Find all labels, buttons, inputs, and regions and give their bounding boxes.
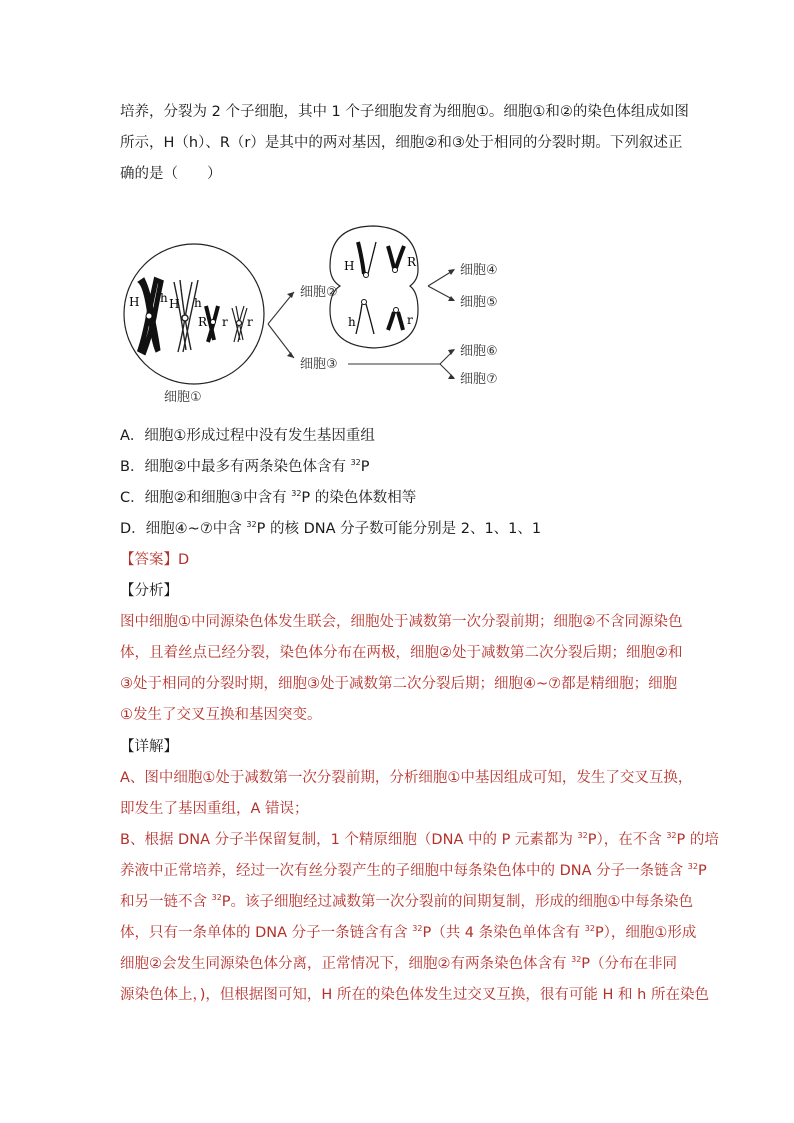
detail-label: 【详解】: [120, 739, 178, 755]
cell-6-label: 细胞⑥: [460, 344, 498, 359]
detail-a-line-1: A、图中细胞①处于减数第一次分裂前期，分析细胞①中基因组成可知，发生了交叉互换，: [120, 770, 693, 786]
gene-label-h-2: h: [194, 296, 202, 310]
analysis-line-2: 体，且着丝点已经分裂，染色体分布在两极，细胞②处于减数第二次分裂后期；细胞②和: [120, 645, 683, 661]
stem-line-2: 所示，H（h）、R（r）是其中的两对基因，细胞②和③处于相同的分裂时期。下列叙述正: [120, 135, 683, 151]
answer-label: 【答案】: [120, 552, 178, 568]
chromosome-pair-r: [232, 306, 247, 342]
gene-label-h-1: h: [160, 291, 168, 305]
detail-b-line-3: 和另一链不含 $^{32}$P。该子细胞经过减数第一次分裂前的间期复制，形成的细胞①中每条染色: [120, 893, 694, 910]
branch-arrows-cell3: [348, 350, 454, 378]
cell-5-label: 细胞⑤: [460, 295, 498, 310]
analysis-label: 【分析】: [120, 583, 178, 599]
branch-arrows-cell2: [428, 270, 454, 300]
answer-value: D: [178, 552, 190, 568]
cell-division-diagram: [118, 218, 518, 413]
cell-2-outline: [330, 226, 418, 348]
cell-2-bottom-chromosomes: [356, 300, 403, 335]
cell-2-label: 细胞②: [300, 285, 338, 300]
chromosome-pair-h: [174, 280, 198, 352]
gene-label-r-1: r: [222, 315, 228, 329]
analysis-line-1: 图中细胞①中同源染色体发生联会，细胞处于减数第一次分裂前期；细胞②不含同源染色: [120, 614, 683, 630]
cell-3-label: 细胞③: [300, 357, 338, 372]
detail-b-line-1: B、根据 DNA 分子半保留复制，1 个精原细胞（DNA 中的 P 元素都为 $^{32}$P），在不含 $^{32}$P 的培: [120, 831, 719, 848]
cell-2-gene-R: R: [407, 255, 417, 269]
cell-2-gene-r: r: [407, 313, 413, 327]
option-a: A．细胞①形成过程中没有发生基因重组: [120, 428, 375, 444]
chromosome-pair-H: [138, 278, 161, 352]
analysis-line-4: ①发生了交叉互换和基因突变。: [120, 707, 322, 723]
gene-label-R: R: [198, 315, 208, 329]
gene-label-r-2: r: [247, 315, 253, 329]
option-d: D．细胞④~⑦中含 $^{32}$P 的核 DNA 分子数可能分别是 2、1、1、1: [120, 520, 542, 537]
branch-arrows-cell1: [268, 292, 294, 358]
cell-2-top-chromosomes: [358, 242, 404, 278]
cell-4-label: 细胞④: [460, 263, 498, 278]
chromosome-pair-R: [206, 306, 218, 342]
stem-line-3: 确的是（ ）: [120, 166, 222, 182]
detail-b-line-4: 体，只有一条单体的 DNA 分子一条链含有含 $^{32}$P（共 4 条染色单体含有 $^{32}$P），细胞①形成: [120, 924, 697, 941]
option-b: B．细胞②中最多有两条染色体含有 $^{32}$P: [120, 458, 370, 475]
cell-1-label: 细胞①: [164, 390, 202, 405]
detail-b-line-6: 源染色体上，)，但根据图可知，H 所在的染色体发生过交叉互换，很有可能 H 和 h 所在染色: [120, 987, 709, 1003]
detail-a-line-2: 即发生了基因重组，A 错误；: [120, 801, 309, 817]
answer: [120, 550, 189, 570]
detail-b-line-2: 养液中正常培养，经过一次有丝分裂产生的子细胞中每条染色体中的 DNA 分子一条链含 $^{32}$P: [120, 862, 707, 879]
cell-2-gene-H: H: [344, 259, 355, 273]
analysis-line-3: ③处于相同的分裂时期，细胞③处于减数第二次分裂后期；细胞④~⑦都是精细胞；细胞: [120, 676, 678, 692]
option-c: C．细胞②和细胞③中含有 $^{32}$P 的染色体数相等: [120, 489, 417, 506]
cell-7-label: 细胞⑦: [460, 372, 498, 387]
gene-label-H-2: H: [169, 297, 180, 311]
stem-line-1: 培养，分裂为 2 个子细胞，其中 1 个子细胞发育为细胞①。细胞①和②的染色体组成如图: [120, 104, 689, 120]
cell-2-gene-h: h: [348, 315, 356, 329]
detail-b-line-5: 细胞②会发生同源染色体分离，正常情况下，细胞②有两条染色体含有 $^{32}$P（分布在非同: [120, 955, 678, 972]
gene-label-H: H: [129, 295, 140, 309]
cell-1-circle: [124, 244, 264, 384]
